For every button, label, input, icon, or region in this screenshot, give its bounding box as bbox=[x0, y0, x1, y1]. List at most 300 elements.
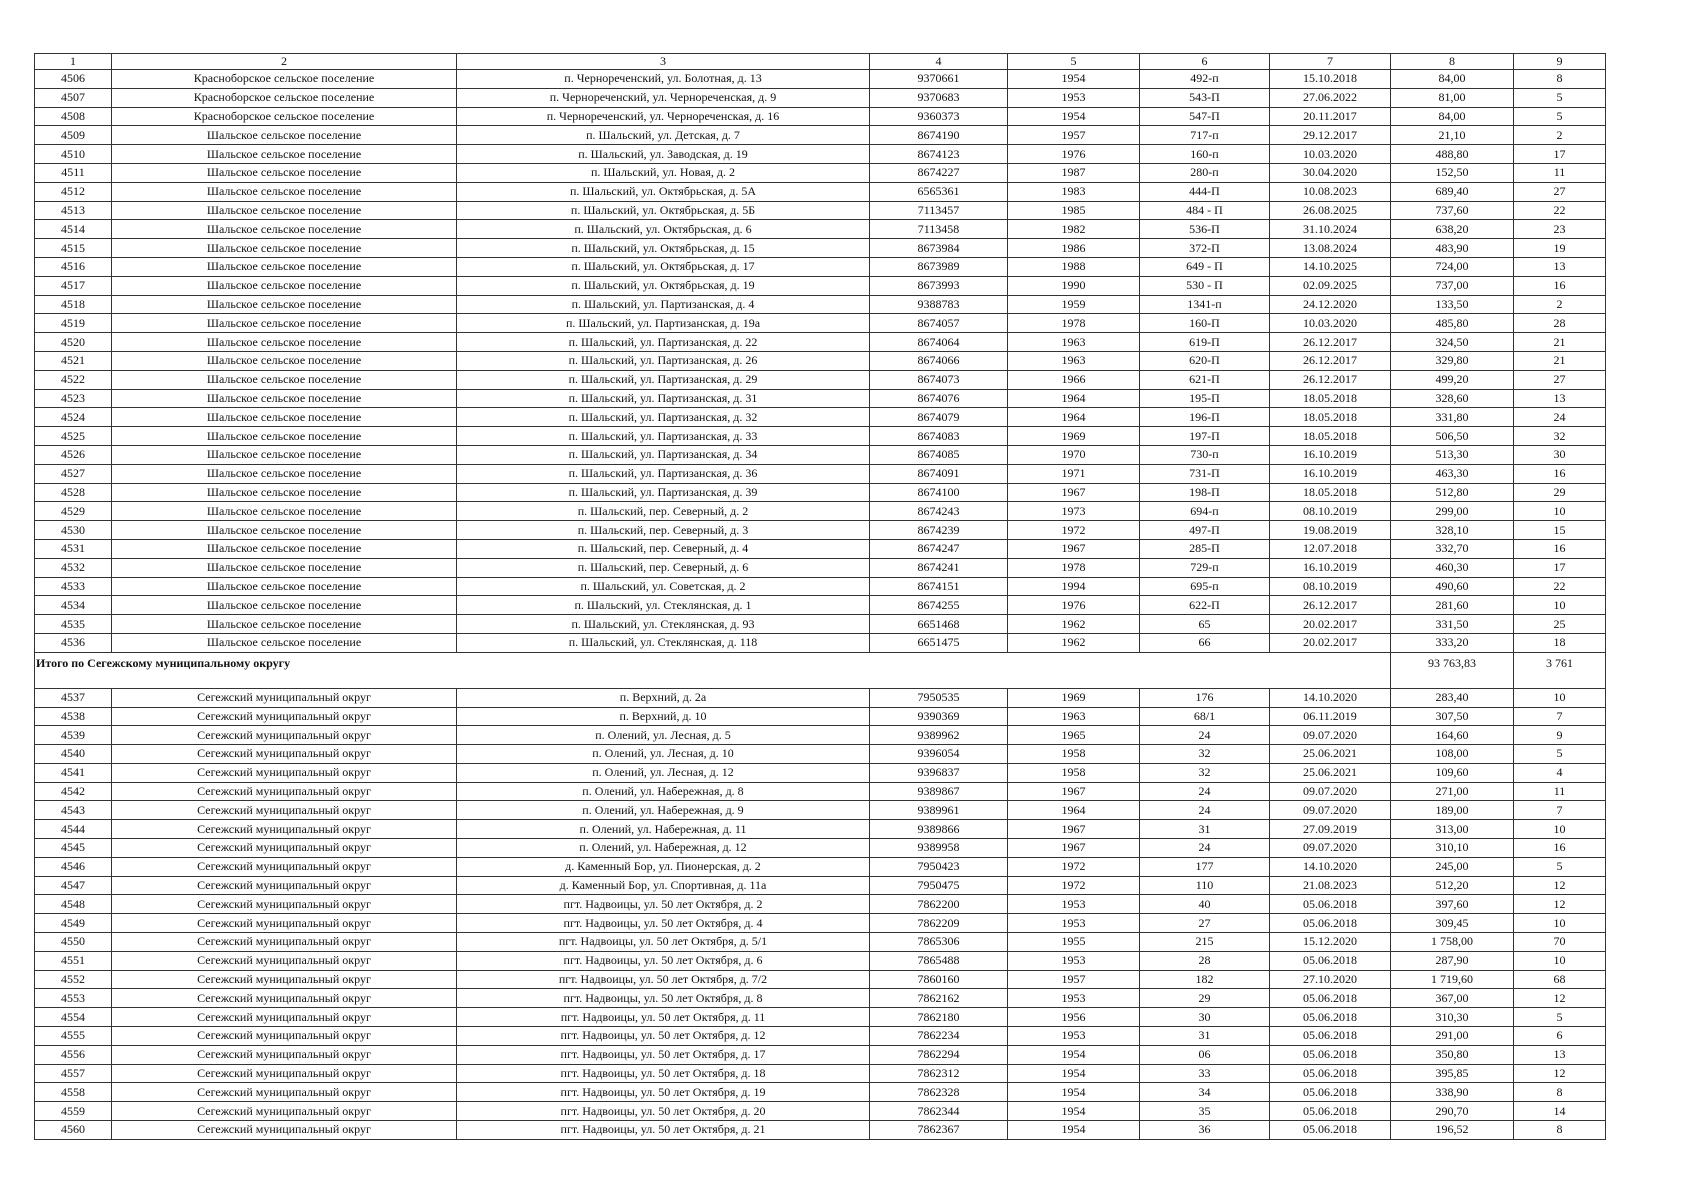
row-number-cell: 4511 bbox=[35, 163, 112, 182]
decision-number-cell: 731-П bbox=[1140, 464, 1270, 483]
decision-date-cell: 26.12.2017 bbox=[1270, 333, 1391, 352]
decision-date-cell: 10.03.2020 bbox=[1270, 145, 1391, 164]
table-row bbox=[35, 483, 1606, 502]
residents-count-cell: 11 bbox=[1514, 163, 1606, 182]
area-cell: 281,60 bbox=[1391, 596, 1514, 615]
decision-number-cell: 543-П bbox=[1140, 88, 1270, 107]
residents-count-cell: 30 bbox=[1514, 445, 1606, 464]
residents-count-cell: 10 bbox=[1514, 596, 1606, 615]
construction-year-cell: 1954 bbox=[1008, 1064, 1140, 1083]
row-number-cell: 4552 bbox=[35, 970, 112, 989]
area-cell: 332,70 bbox=[1391, 539, 1514, 558]
decision-date-cell: 27.09.2019 bbox=[1270, 820, 1391, 839]
row-number-cell: 4558 bbox=[35, 1083, 112, 1102]
residents-count-cell: 18 bbox=[1514, 633, 1606, 652]
decision-number-cell: 40 bbox=[1140, 895, 1270, 914]
decision-number-cell: 730-п bbox=[1140, 445, 1270, 464]
building-id-cell: 9389866 bbox=[870, 820, 1008, 839]
address-cell: пгт. Надвоицы, ул. 50 лет Октября, д. 8 bbox=[457, 989, 870, 1008]
address-cell: п. Шальский, ул. Заводская, д. 19 bbox=[457, 145, 870, 164]
residents-count-cell: 10 bbox=[1514, 688, 1606, 707]
decision-date-cell: 10.03.2020 bbox=[1270, 314, 1391, 333]
table-row bbox=[35, 1102, 1606, 1121]
row-number-cell: 4546 bbox=[35, 857, 112, 876]
decision-number-cell: 34 bbox=[1140, 1083, 1270, 1102]
area-cell: 324,50 bbox=[1391, 333, 1514, 352]
residents-count-cell: 21 bbox=[1514, 333, 1606, 352]
address-cell: пгт. Надвоицы, ул. 50 лет Октября, д. 18 bbox=[457, 1064, 870, 1083]
municipality-cell: Шальское сельское поселение bbox=[112, 445, 457, 464]
row-number-cell: 4521 bbox=[35, 351, 112, 370]
decision-date-cell: 10.08.2023 bbox=[1270, 182, 1391, 201]
building-id-cell: 8674151 bbox=[870, 577, 1008, 596]
area-cell: 490,60 bbox=[1391, 577, 1514, 596]
residents-count-cell: 5 bbox=[1514, 857, 1606, 876]
decision-number-cell: 36 bbox=[1140, 1121, 1270, 1140]
building-id-cell: 9360373 bbox=[870, 107, 1008, 126]
area-cell: 331,50 bbox=[1391, 615, 1514, 634]
row-number-cell: 4536 bbox=[35, 633, 112, 652]
address-cell: п. Чернореченский, ул. Чернореченская, д. 9 bbox=[457, 88, 870, 107]
decision-number-cell: 622-П bbox=[1140, 596, 1270, 615]
municipality-cell: Сегежский муниципальный округ bbox=[112, 1045, 457, 1064]
area-cell: 271,00 bbox=[1391, 782, 1514, 801]
area-cell: 196,52 bbox=[1391, 1121, 1514, 1140]
decision-date-cell: 08.10.2019 bbox=[1270, 577, 1391, 596]
decision-number-cell: 31 bbox=[1140, 820, 1270, 839]
construction-year-cell: 1953 bbox=[1008, 989, 1140, 1008]
area-cell: 133,50 bbox=[1391, 295, 1514, 314]
area-cell: 689,40 bbox=[1391, 182, 1514, 201]
residents-count-cell: 15 bbox=[1514, 521, 1606, 540]
table-row bbox=[35, 1027, 1606, 1046]
decision-date-cell: 27.06.2022 bbox=[1270, 88, 1391, 107]
address-cell: п. Шальский, ул. Стеклянская, д. 93 bbox=[457, 615, 870, 634]
table-row bbox=[35, 558, 1606, 577]
row-number-cell: 4544 bbox=[35, 820, 112, 839]
row-number-cell: 4538 bbox=[35, 707, 112, 726]
construction-year-cell: 1967 bbox=[1008, 539, 1140, 558]
row-number-cell: 4518 bbox=[35, 295, 112, 314]
decision-date-cell: 19.08.2019 bbox=[1270, 521, 1391, 540]
decision-number-cell: 182 bbox=[1140, 970, 1270, 989]
building-id-cell: 8673993 bbox=[870, 276, 1008, 295]
row-number-cell: 4529 bbox=[35, 502, 112, 521]
residents-count-cell: 12 bbox=[1514, 1064, 1606, 1083]
residents-count-cell: 10 bbox=[1514, 951, 1606, 970]
row-number-cell: 4550 bbox=[35, 933, 112, 952]
address-cell: пгт. Надвоицы, ул. 50 лет Октября, д. 7/2 bbox=[457, 970, 870, 989]
table-body bbox=[35, 54, 1606, 1140]
building-id-cell: 6651468 bbox=[870, 615, 1008, 634]
building-id-cell: 7862312 bbox=[870, 1064, 1008, 1083]
building-id-cell: 7113457 bbox=[870, 201, 1008, 220]
construction-year-cell: 1972 bbox=[1008, 857, 1140, 876]
residents-count-cell: 13 bbox=[1514, 389, 1606, 408]
row-number-cell: 4513 bbox=[35, 201, 112, 220]
address-cell: п. Шальский, ул. Октябрьская, д. 19 bbox=[457, 276, 870, 295]
total-residents-count: 3 761 bbox=[1514, 652, 1606, 688]
area-cell: 307,50 bbox=[1391, 707, 1514, 726]
decision-number-cell: 24 bbox=[1140, 801, 1270, 820]
row-number-cell: 4514 bbox=[35, 220, 112, 239]
area-cell: 81,00 bbox=[1391, 88, 1514, 107]
building-id-cell: 8674100 bbox=[870, 483, 1008, 502]
table-row bbox=[35, 1121, 1606, 1140]
area-cell: 310,10 bbox=[1391, 839, 1514, 858]
area-cell: 189,00 bbox=[1391, 801, 1514, 820]
address-cell: п. Шальский, ул. Советская, д. 2 bbox=[457, 577, 870, 596]
building-id-cell: 7862162 bbox=[870, 989, 1008, 1008]
table-row bbox=[35, 782, 1606, 801]
construction-year-cell: 1958 bbox=[1008, 763, 1140, 782]
municipality-cell: Шальское сельское поселение bbox=[112, 351, 457, 370]
area-cell: 638,20 bbox=[1391, 220, 1514, 239]
address-cell: п. Шальский, ул. Партизанская, д. 4 bbox=[457, 295, 870, 314]
row-number-cell: 4551 bbox=[35, 951, 112, 970]
table-row bbox=[35, 989, 1606, 1008]
table-row bbox=[35, 88, 1606, 107]
building-id-cell: 6565361 bbox=[870, 182, 1008, 201]
building-id-cell: 7862294 bbox=[870, 1045, 1008, 1064]
decision-number-cell: 160-п bbox=[1140, 145, 1270, 164]
municipality-cell: Сегежский муниципальный округ bbox=[112, 839, 457, 858]
residents-count-cell: 14 bbox=[1514, 1102, 1606, 1121]
row-number-cell: 4508 bbox=[35, 107, 112, 126]
residents-count-cell: 11 bbox=[1514, 782, 1606, 801]
row-number-cell: 4539 bbox=[35, 726, 112, 745]
area-cell: 395,85 bbox=[1391, 1064, 1514, 1083]
municipality-cell: Сегежский муниципальный округ bbox=[112, 688, 457, 707]
construction-year-cell: 1954 bbox=[1008, 107, 1140, 126]
decision-date-cell: 25.06.2021 bbox=[1270, 763, 1391, 782]
table-row bbox=[35, 333, 1606, 352]
decision-date-cell: 05.06.2018 bbox=[1270, 1027, 1391, 1046]
building-id-cell: 7865488 bbox=[870, 951, 1008, 970]
address-cell: п. Шальский, ул. Октябрьская, д. 6 bbox=[457, 220, 870, 239]
construction-year-cell: 1976 bbox=[1008, 596, 1140, 615]
housing-register-table bbox=[34, 53, 1606, 1140]
residents-count-cell: 6 bbox=[1514, 1027, 1606, 1046]
decision-date-cell: 09.07.2020 bbox=[1270, 801, 1391, 820]
decision-date-cell: 05.06.2018 bbox=[1270, 1064, 1391, 1083]
decision-number-cell: 649 - П bbox=[1140, 257, 1270, 276]
table-row bbox=[35, 763, 1606, 782]
building-id-cell: 8674227 bbox=[870, 163, 1008, 182]
decision-number-cell: 497-П bbox=[1140, 521, 1270, 540]
building-id-cell: 8674190 bbox=[870, 126, 1008, 145]
address-cell: пгт. Надвоицы, ул. 50 лет Октября, д. 6 bbox=[457, 951, 870, 970]
construction-year-cell: 1971 bbox=[1008, 464, 1140, 483]
area-cell: 463,30 bbox=[1391, 464, 1514, 483]
row-number-cell: 4531 bbox=[35, 539, 112, 558]
municipality-cell: Шальское сельское поселение bbox=[112, 333, 457, 352]
building-id-cell: 8674057 bbox=[870, 314, 1008, 333]
municipality-cell: Шальское сельское поселение bbox=[112, 126, 457, 145]
construction-year-cell: 1954 bbox=[1008, 1083, 1140, 1102]
table-row bbox=[35, 596, 1606, 615]
decision-number-cell: 547-П bbox=[1140, 107, 1270, 126]
row-number-cell: 4540 bbox=[35, 745, 112, 764]
building-id-cell: 7862344 bbox=[870, 1102, 1008, 1121]
decision-number-cell: 444-П bbox=[1140, 182, 1270, 201]
row-number-cell: 4524 bbox=[35, 408, 112, 427]
municipality-cell: Шальское сельское поселение bbox=[112, 239, 457, 258]
residents-count-cell: 23 bbox=[1514, 220, 1606, 239]
building-id-cell: 7950535 bbox=[870, 688, 1008, 707]
decision-date-cell: 26.12.2017 bbox=[1270, 351, 1391, 370]
table-row bbox=[35, 688, 1606, 707]
row-number-cell: 4532 bbox=[35, 558, 112, 577]
table-row bbox=[35, 145, 1606, 164]
address-cell: п. Шальский, ул. Новая, д. 2 bbox=[457, 163, 870, 182]
row-number-cell: 4525 bbox=[35, 427, 112, 446]
address-cell: п. Олений, ул. Набережная, д. 8 bbox=[457, 782, 870, 801]
table-row bbox=[35, 577, 1606, 596]
residents-count-cell: 27 bbox=[1514, 182, 1606, 201]
construction-year-cell: 1957 bbox=[1008, 126, 1140, 145]
municipality-cell: Шальское сельское поселение bbox=[112, 502, 457, 521]
table-row bbox=[35, 239, 1606, 258]
construction-year-cell: 1957 bbox=[1008, 970, 1140, 989]
decision-number-cell: 160-П bbox=[1140, 314, 1270, 333]
decision-number-cell: 33 bbox=[1140, 1064, 1270, 1083]
decision-date-cell: 27.10.2020 bbox=[1270, 970, 1391, 989]
building-id-cell: 9396837 bbox=[870, 763, 1008, 782]
building-id-cell: 9396054 bbox=[870, 745, 1008, 764]
building-id-cell: 7950423 bbox=[870, 857, 1008, 876]
area-cell: 329,80 bbox=[1391, 351, 1514, 370]
building-id-cell: 8674255 bbox=[870, 596, 1008, 615]
table-row bbox=[35, 389, 1606, 408]
address-cell: п. Чернореченский, ул. Болотная, д. 13 bbox=[457, 70, 870, 89]
construction-year-cell: 1967 bbox=[1008, 820, 1140, 839]
decision-date-cell: 20.02.2017 bbox=[1270, 633, 1391, 652]
municipality-cell: Сегежский муниципальный округ bbox=[112, 763, 457, 782]
municipality-cell: Сегежский муниципальный округ bbox=[112, 857, 457, 876]
address-cell: п. Шальский, пер. Северный, д. 4 bbox=[457, 539, 870, 558]
municipality-cell: Шальское сельское поселение bbox=[112, 145, 457, 164]
address-cell: п. Шальский, ул. Октябрьская, д. 15 bbox=[457, 239, 870, 258]
residents-count-cell: 17 bbox=[1514, 145, 1606, 164]
municipality-cell: Шальское сельское поселение bbox=[112, 615, 457, 634]
decision-date-cell: 12.07.2018 bbox=[1270, 539, 1391, 558]
row-number-cell: 4535 bbox=[35, 615, 112, 634]
decision-date-cell: 09.07.2020 bbox=[1270, 782, 1391, 801]
municipality-cell: Сегежский муниципальный округ bbox=[112, 989, 457, 1008]
area-cell: 483,90 bbox=[1391, 239, 1514, 258]
decision-date-cell: 16.10.2019 bbox=[1270, 464, 1391, 483]
residents-count-cell: 27 bbox=[1514, 370, 1606, 389]
residents-count-cell: 9 bbox=[1514, 726, 1606, 745]
area-cell: 313,00 bbox=[1391, 820, 1514, 839]
decision-date-cell: 05.06.2018 bbox=[1270, 1121, 1391, 1140]
address-cell: п. Шальский, пер. Северный, д. 3 bbox=[457, 521, 870, 540]
residents-count-cell: 17 bbox=[1514, 558, 1606, 577]
municipality-cell: Сегежский муниципальный округ bbox=[112, 707, 457, 726]
building-id-cell: 7862234 bbox=[870, 1027, 1008, 1046]
municipality-cell: Шальское сельское поселение bbox=[112, 163, 457, 182]
residents-count-cell: 4 bbox=[1514, 763, 1606, 782]
address-cell: пгт. Надвоицы, ул. 50 лет Октября, д. 17 bbox=[457, 1045, 870, 1064]
address-cell: пгт. Надвоицы, ул. 50 лет Октября, д. 20 bbox=[457, 1102, 870, 1121]
row-number-cell: 4545 bbox=[35, 839, 112, 858]
address-cell: п. Шальский, ул. Детская, д. 7 bbox=[457, 126, 870, 145]
table-row bbox=[35, 502, 1606, 521]
decision-number-cell: 621-П bbox=[1140, 370, 1270, 389]
construction-year-cell: 1954 bbox=[1008, 1102, 1140, 1121]
table-row bbox=[35, 295, 1606, 314]
decision-date-cell: 15.12.2020 bbox=[1270, 933, 1391, 952]
area-cell: 460,30 bbox=[1391, 558, 1514, 577]
table-row bbox=[35, 615, 1606, 634]
building-id-cell: 9389958 bbox=[870, 839, 1008, 858]
area-cell: 1 719,60 bbox=[1391, 970, 1514, 989]
residents-count-cell: 2 bbox=[1514, 295, 1606, 314]
row-number-cell: 4560 bbox=[35, 1121, 112, 1140]
municipality-cell: Сегежский муниципальный округ bbox=[112, 782, 457, 801]
area-cell: 84,00 bbox=[1391, 70, 1514, 89]
construction-year-cell: 1964 bbox=[1008, 408, 1140, 427]
residents-count-cell: 28 bbox=[1514, 314, 1606, 333]
table-row bbox=[35, 276, 1606, 295]
decision-date-cell: 14.10.2020 bbox=[1270, 688, 1391, 707]
municipality-cell: Шальское сельское поселение bbox=[112, 596, 457, 615]
residents-count-cell: 16 bbox=[1514, 539, 1606, 558]
table-row bbox=[35, 707, 1606, 726]
area-cell: 109,60 bbox=[1391, 763, 1514, 782]
construction-year-cell: 1994 bbox=[1008, 577, 1140, 596]
row-number-cell: 4523 bbox=[35, 389, 112, 408]
residents-count-cell: 12 bbox=[1514, 989, 1606, 1008]
address-cell: пгт. Надвоицы, ул. 50 лет Октября, д. 5/1 bbox=[457, 933, 870, 952]
construction-year-cell: 1972 bbox=[1008, 876, 1140, 895]
building-id-cell: 9390369 bbox=[870, 707, 1008, 726]
area-cell: 21,10 bbox=[1391, 126, 1514, 145]
decision-number-cell: 177 bbox=[1140, 857, 1270, 876]
construction-year-cell: 1953 bbox=[1008, 88, 1140, 107]
building-id-cell: 9389867 bbox=[870, 782, 1008, 801]
area-cell: 397,60 bbox=[1391, 895, 1514, 914]
address-cell: пгт. Надвоицы, ул. 50 лет Октября, д. 2 bbox=[457, 895, 870, 914]
address-cell: п. Шальский, ул. Стеклянская, д. 1 bbox=[457, 596, 870, 615]
decision-number-cell: 24 bbox=[1140, 726, 1270, 745]
construction-year-cell: 1953 bbox=[1008, 1027, 1140, 1046]
construction-year-cell: 1976 bbox=[1008, 145, 1140, 164]
decision-date-cell: 05.06.2018 bbox=[1270, 1045, 1391, 1064]
building-id-cell: 8674247 bbox=[870, 539, 1008, 558]
column-number: 1 bbox=[35, 54, 112, 70]
address-cell: п. Верхний, д. 10 bbox=[457, 707, 870, 726]
row-number-cell: 4522 bbox=[35, 370, 112, 389]
area-cell: 328,60 bbox=[1391, 389, 1514, 408]
table-row bbox=[35, 745, 1606, 764]
building-id-cell: 8673984 bbox=[870, 239, 1008, 258]
row-number-cell: 4553 bbox=[35, 989, 112, 1008]
building-id-cell: 9370683 bbox=[870, 88, 1008, 107]
residents-count-cell: 16 bbox=[1514, 839, 1606, 858]
decision-number-cell: 195-П bbox=[1140, 389, 1270, 408]
column-number: 6 bbox=[1140, 54, 1270, 70]
total-label: Итого по Сегежскому муниципальному округу bbox=[35, 652, 1391, 688]
municipality-cell: Сегежский муниципальный округ bbox=[112, 895, 457, 914]
construction-year-cell: 1969 bbox=[1008, 427, 1140, 446]
decision-date-cell: 20.02.2017 bbox=[1270, 615, 1391, 634]
address-cell: пгт. Надвоицы, ул. 50 лет Октября, д. 12 bbox=[457, 1027, 870, 1046]
residents-count-cell: 25 bbox=[1514, 615, 1606, 634]
table-row bbox=[35, 1064, 1606, 1083]
residents-count-cell: 8 bbox=[1514, 1121, 1606, 1140]
residents-count-cell: 21 bbox=[1514, 351, 1606, 370]
residents-count-cell: 2 bbox=[1514, 126, 1606, 145]
building-id-cell: 7862367 bbox=[870, 1121, 1008, 1140]
building-id-cell: 7862328 bbox=[870, 1083, 1008, 1102]
construction-year-cell: 1990 bbox=[1008, 276, 1140, 295]
row-number-cell: 4512 bbox=[35, 182, 112, 201]
area-cell: 333,20 bbox=[1391, 633, 1514, 652]
decision-date-cell: 05.06.2018 bbox=[1270, 1083, 1391, 1102]
table-row bbox=[35, 107, 1606, 126]
construction-year-cell: 1978 bbox=[1008, 558, 1140, 577]
area-cell: 291,00 bbox=[1391, 1027, 1514, 1046]
decision-number-cell: 492-п bbox=[1140, 70, 1270, 89]
construction-year-cell: 1978 bbox=[1008, 314, 1140, 333]
row-number-cell: 4509 bbox=[35, 126, 112, 145]
address-cell: д. Каменный Бор, ул. Спортивная, д. 11а bbox=[457, 876, 870, 895]
address-cell: п. Шальский, ул. Партизанская, д. 26 bbox=[457, 351, 870, 370]
table-row bbox=[35, 801, 1606, 820]
row-number-cell: 4519 bbox=[35, 314, 112, 333]
column-number: 9 bbox=[1514, 54, 1606, 70]
building-id-cell: 8674243 bbox=[870, 502, 1008, 521]
address-cell: п. Шальский, ул. Партизанская, д. 19а bbox=[457, 314, 870, 333]
area-cell: 485,80 bbox=[1391, 314, 1514, 333]
area-cell: 310,30 bbox=[1391, 1008, 1514, 1027]
residents-count-cell: 22 bbox=[1514, 201, 1606, 220]
decision-date-cell: 25.06.2021 bbox=[1270, 745, 1391, 764]
row-number-cell: 4527 bbox=[35, 464, 112, 483]
column-number: 3 bbox=[457, 54, 870, 70]
area-cell: 287,90 bbox=[1391, 951, 1514, 970]
table-row bbox=[35, 1045, 1606, 1064]
address-cell: п. Шальский, ул. Партизанская, д. 29 bbox=[457, 370, 870, 389]
residents-count-cell: 13 bbox=[1514, 1045, 1606, 1064]
building-id-cell: 8674064 bbox=[870, 333, 1008, 352]
address-cell: п. Верхний, д. 2а bbox=[457, 688, 870, 707]
row-number-cell: 4506 bbox=[35, 70, 112, 89]
table-row bbox=[35, 464, 1606, 483]
address-cell: п. Олений, ул. Лесная, д. 12 bbox=[457, 763, 870, 782]
building-id-cell: 7950475 bbox=[870, 876, 1008, 895]
decision-date-cell: 05.06.2018 bbox=[1270, 951, 1391, 970]
address-cell: пгт. Надвоицы, ул. 50 лет Октября, д. 19 bbox=[457, 1083, 870, 1102]
municipality-cell: Сегежский муниципальный округ bbox=[112, 970, 457, 989]
area-cell: 499,20 bbox=[1391, 370, 1514, 389]
address-cell: п. Шальский, пер. Северный, д. 2 bbox=[457, 502, 870, 521]
municipality-cell: Шальское сельское поселение bbox=[112, 276, 457, 295]
decision-date-cell: 29.12.2017 bbox=[1270, 126, 1391, 145]
residents-count-cell: 5 bbox=[1514, 107, 1606, 126]
residents-count-cell: 8 bbox=[1514, 1083, 1606, 1102]
residents-count-cell: 8 bbox=[1514, 70, 1606, 89]
construction-year-cell: 1953 bbox=[1008, 951, 1140, 970]
address-cell: д. Каменный Бор, ул. Пионерская, д. 2 bbox=[457, 857, 870, 876]
decision-number-cell: 32 bbox=[1140, 745, 1270, 764]
table-row bbox=[35, 314, 1606, 333]
building-id-cell: 8674241 bbox=[870, 558, 1008, 577]
area-cell: 84,00 bbox=[1391, 107, 1514, 126]
column-number: 8 bbox=[1391, 54, 1514, 70]
